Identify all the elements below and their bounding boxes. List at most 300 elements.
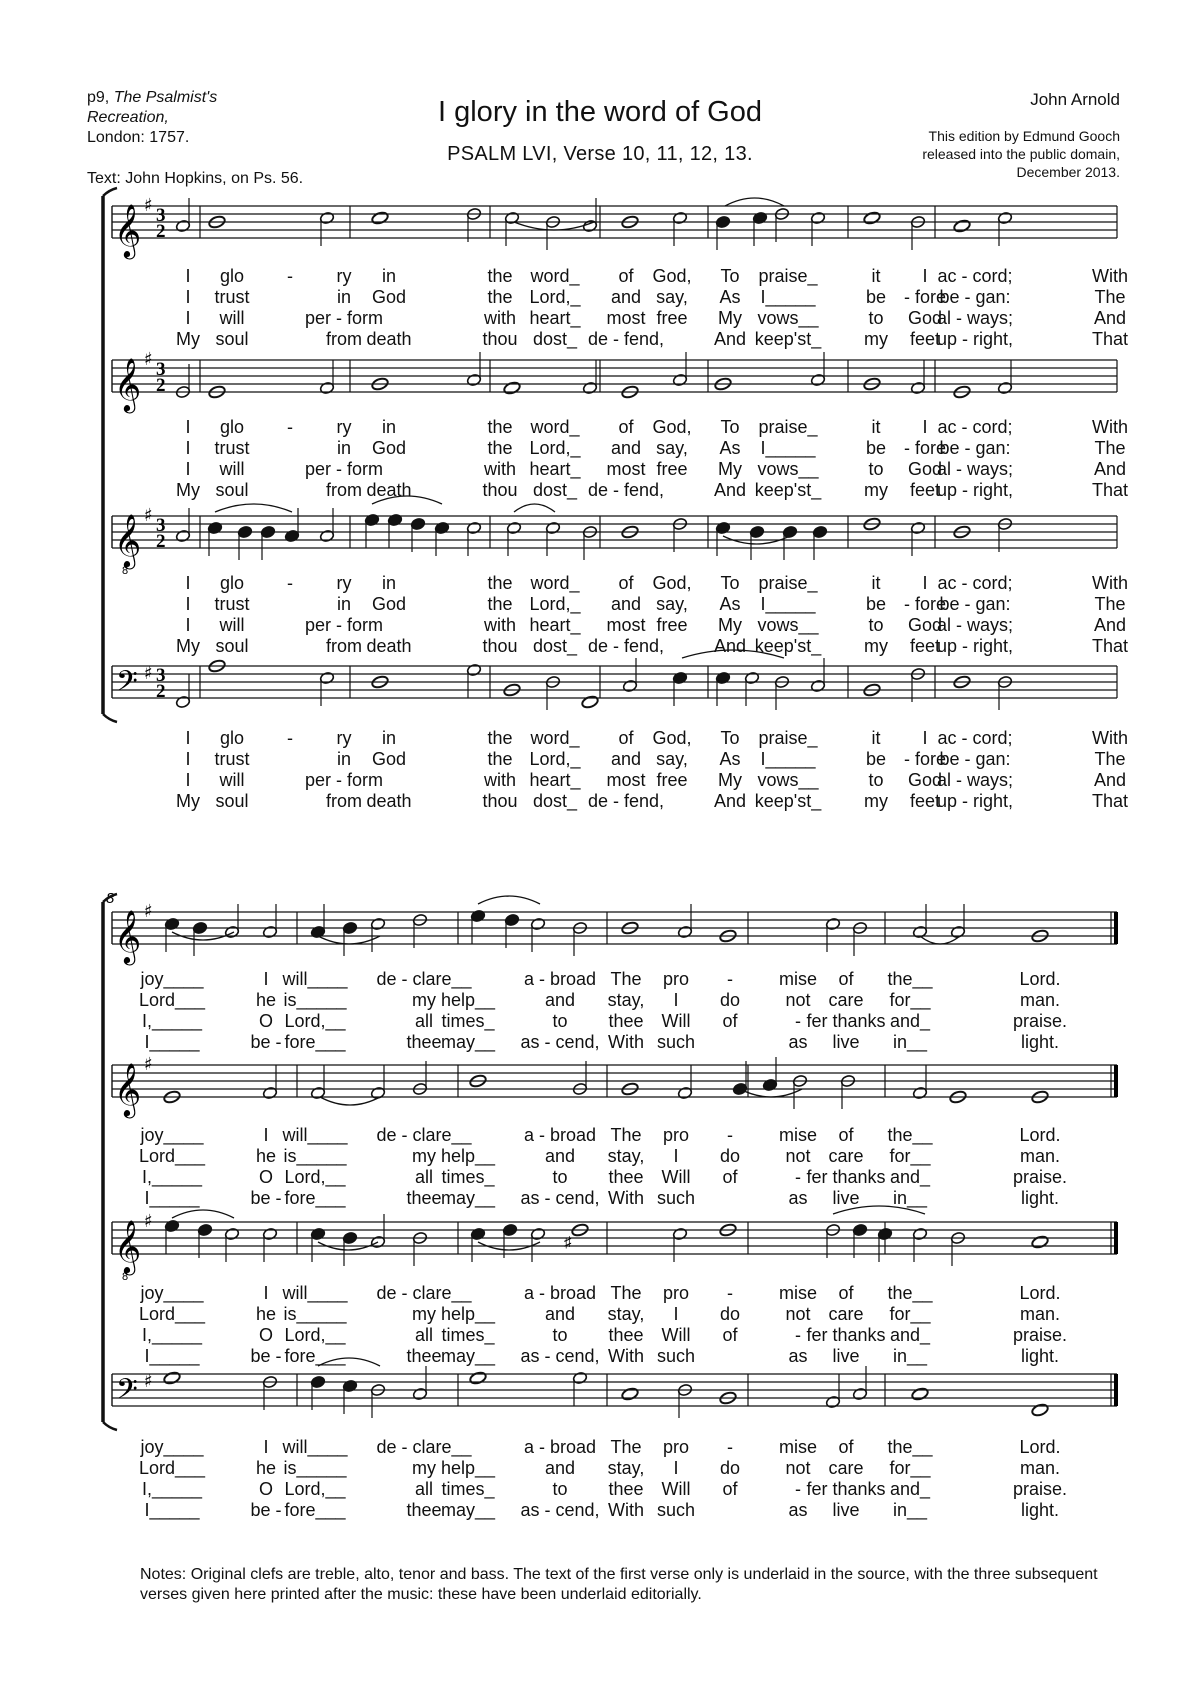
sys1-lyric-syllable: And	[1093, 615, 1127, 635]
sys1-lyric-syllable: most	[606, 459, 646, 479]
sys2-lyric-syllable: -	[795, 1325, 801, 1345]
sys1-lyric-syllable: My	[176, 791, 200, 811]
sys1-lyric-syllable: I	[922, 728, 928, 748]
sys1-lyric-syllable: trust	[214, 594, 250, 614]
sys2-lyric-syllable: of	[722, 1325, 738, 1345]
sys1-lyric-syllable: glo	[219, 728, 245, 748]
sys1-lyric-syllable: feet	[909, 791, 941, 811]
sys2-lyric-syllable: I	[673, 1458, 679, 1478]
sys1-lyric-syllable: thou	[482, 636, 518, 656]
sys2-lyric-syllable: mise	[778, 1125, 818, 1145]
sys1-lyric-syllable: glo	[219, 266, 245, 286]
sys1-lyric-syllable: God	[371, 438, 407, 458]
sys1-lyric-syllable: be	[865, 749, 887, 769]
key-sharp-icon: ♯	[144, 505, 153, 526]
time-signature-num: 3	[156, 515, 166, 536]
sys1-lyric-syllable: vows__	[757, 459, 819, 479]
sys2-lyric-syllable: Will	[661, 1011, 691, 1031]
sys2-lyric-syllable: the__	[887, 1125, 933, 1145]
sys2-lyric-syllable: mise	[778, 1437, 818, 1457]
sys2-lyric-syllable: O	[258, 1325, 274, 1345]
notehead	[163, 1371, 181, 1385]
sys2-lyric-syllable: praise.	[1012, 1325, 1068, 1345]
sys2-lyric-syllable: as - cend,	[520, 1032, 600, 1052]
treble-clef-icon: 𝄞	[114, 1219, 142, 1273]
sys1-lyric-syllable: vows__	[757, 770, 819, 790]
sys1-lyric-syllable: word_	[530, 417, 580, 437]
sys2-lyric-syllable: as	[788, 1188, 808, 1208]
sys2-lyric-syllable: thee	[406, 1032, 442, 1052]
sys1-lyric-syllable: word_	[530, 266, 580, 286]
sys1-lyric-syllable: up - right,	[936, 329, 1014, 349]
sys1-lyric-syllable: and	[610, 438, 642, 458]
sys2-lyric-syllable: man.	[1019, 990, 1061, 1010]
treble-clef-icon: 𝄞	[114, 357, 142, 411]
sys2-lyric-syllable: he	[255, 1146, 277, 1166]
sys1-lyric-syllable: thou	[482, 329, 518, 349]
sys2-lyric-syllable: as - cend,	[520, 1500, 600, 1520]
final-barline	[1114, 912, 1118, 944]
sys1-lyric-syllable: it	[871, 728, 881, 748]
sys1-lyric-syllable: to	[868, 770, 884, 790]
sys2-lyric-syllable: fer thanks	[806, 1011, 886, 1031]
sys2-lyric-syllable: I	[673, 1304, 679, 1324]
sys2-lyric-syllable: thee	[608, 1325, 644, 1345]
time-signature-num: 3	[156, 665, 166, 686]
sys1-lyric-syllable: God	[907, 459, 943, 479]
sys1-lyric-syllable: With	[1092, 417, 1128, 437]
sys1-lyric-syllable: say,	[656, 749, 688, 769]
sys2-lyric-syllable: Lord,__	[284, 1011, 346, 1031]
sys2-lyric-syllable: fer thanks	[806, 1479, 886, 1499]
sys1-lyric-syllable: feet	[909, 480, 941, 500]
sys1-lyric-syllable: de - fend,	[587, 480, 665, 500]
sys1-lyric-syllable: The	[1094, 749, 1126, 769]
sys2-lyric-syllable: may__	[440, 1346, 496, 1366]
sys2-lyric-syllable: as	[788, 1500, 808, 1520]
sys1-lyric-syllable: in	[336, 438, 352, 458]
sys1-lyric-syllable: With	[1092, 728, 1128, 748]
sys1-lyric-syllable: keep'st_	[754, 480, 822, 500]
sys2-lyric-syllable: he	[255, 1304, 277, 1324]
sys1-lyric-syllable: ry	[336, 573, 352, 593]
sys2-lyric-syllable: light.	[1020, 1500, 1060, 1520]
sys1-lyric-syllable: I	[922, 417, 928, 437]
sys1-lyric-syllable: in	[336, 594, 352, 614]
sys2-lyric-syllable: man.	[1019, 1146, 1061, 1166]
sys2-lyric-syllable: praise.	[1012, 1479, 1068, 1499]
notehead	[371, 211, 389, 225]
sys1-lyric-syllable: God	[371, 287, 407, 307]
sys1-lyric-syllable: up - right,	[936, 636, 1014, 656]
sys1-lyric-syllable: with	[483, 770, 517, 790]
sys2-lyric-syllable: my	[412, 1146, 436, 1166]
sys2-lyric-syllable: light.	[1020, 1188, 1060, 1208]
sys1-lyric-syllable: ac - cord;	[937, 573, 1013, 593]
sys2-lyric-syllable: for__	[889, 1458, 931, 1478]
page-title: I glory in the word of God	[438, 96, 762, 128]
sys2-lyric-syllable: and	[544, 1304, 576, 1324]
sys1-lyric-syllable: up - right,	[936, 480, 1014, 500]
sys1-lyric-syllable: de - fend,	[587, 791, 665, 811]
notehead	[1031, 1403, 1049, 1417]
sys2-lyric-syllable: Lord___	[138, 1458, 206, 1478]
sys1-lyric-syllable: And	[713, 791, 747, 811]
sys2-lyric-syllable: not	[785, 1304, 811, 1324]
sys1-lyric-syllable: God	[371, 749, 407, 769]
sys1-lyric-syllable: the	[487, 266, 513, 286]
text-source: Text: John Hopkins, on Ps. 56.	[87, 170, 304, 187]
sys2-lyric-syllable: care	[828, 1458, 864, 1478]
sys1-lyric-syllable: With	[1092, 266, 1128, 286]
sys2-lyric-syllable: to	[552, 1325, 568, 1345]
sys1-lyric-syllable: With	[1092, 573, 1128, 593]
bass-clef-icon: 𝄢	[116, 665, 138, 705]
key-sharp-icon: ♯	[144, 1371, 153, 1392]
sys2-lyric-syllable: thee	[406, 1188, 442, 1208]
sys1-lyric-syllable: feet	[909, 329, 941, 349]
sys2-lyric-syllable: of	[722, 1167, 738, 1187]
sys1-lyric-syllable: the	[487, 728, 513, 748]
slur	[725, 198, 784, 206]
sys1-lyric-syllable: of	[618, 417, 634, 437]
sys2-lyric-syllable: help__	[440, 990, 496, 1010]
sys1-lyric-syllable: Lord,_	[529, 438, 581, 458]
sys1-lyric-syllable: I	[185, 728, 191, 748]
sys2-lyric-syllable: be -	[250, 1346, 282, 1366]
sys1-lyric-syllable: heart_	[529, 459, 581, 479]
sys1-lyric-syllable: in	[381, 417, 397, 437]
slur	[478, 896, 540, 904]
sys1-lyric-syllable: in	[381, 573, 397, 593]
sharp-accidental-icon: ♯	[564, 1234, 572, 1251]
sys2-lyric-syllable: all	[414, 1011, 434, 1031]
sys2-lyric-syllable: thee	[608, 1011, 644, 1031]
sys2-lyric-syllable: thee	[406, 1500, 442, 1520]
sys1-lyric-syllable: I	[185, 308, 191, 328]
sys1-lyric-syllable: be	[865, 438, 887, 458]
time-signature-den: 2	[156, 375, 166, 396]
slur	[172, 1210, 234, 1218]
sys2-lyric-syllable: and_	[889, 1325, 931, 1345]
sys1-lyric-syllable: heart_	[529, 770, 581, 790]
sys2-lyric-syllable: and	[544, 1458, 576, 1478]
composer: John Arnold	[1030, 90, 1120, 109]
sys1-lyric-syllable: it	[871, 266, 881, 286]
sys2-lyric-syllable: in__	[892, 1032, 928, 1052]
sys1-lyric-syllable: -	[287, 728, 293, 748]
sys2-lyric-syllable: help__	[440, 1146, 496, 1166]
notehead	[911, 1387, 929, 1401]
sys2-lyric-syllable: mise	[778, 1283, 818, 1303]
sys2-lyric-syllable: such	[656, 1032, 696, 1052]
sys2-lyric-syllable: live	[832, 1500, 860, 1520]
sys1-lyric-syllable: from	[326, 329, 362, 349]
sys1-lyric-syllable: al - ways;	[936, 770, 1014, 790]
sys2-lyric-syllable: he	[255, 1458, 277, 1478]
sys1-lyric-syllable: ac - cord;	[937, 728, 1013, 748]
sys2-lyric-syllable: de - clare__	[376, 1125, 472, 1145]
sys1-lyric-syllable: trust	[214, 287, 250, 307]
sys2-lyric-syllable: The	[610, 1125, 642, 1145]
treble-clef-icon: 𝄞	[114, 909, 142, 963]
sys2-lyric-syllable: I	[263, 969, 269, 989]
time-signature-den: 2	[156, 531, 166, 552]
sys2-lyric-syllable: pro	[662, 1125, 690, 1145]
sys2-lyric-syllable: of	[722, 1479, 738, 1499]
sys1-lyric-syllable: say,	[656, 438, 688, 458]
sys2-lyric-syllable: pro	[662, 1283, 690, 1303]
sys2-lyric-syllable: Lord.	[1019, 1125, 1061, 1145]
sys1-lyric-syllable: My	[176, 329, 200, 349]
editorial-notes: Notes: Original clefs are treble, alto, tenor and bass. The text of the first verse only is underlaid in the source, with the three subsequent verses given here printed after the music: these have been underlaid editorially.	[140, 1566, 1098, 1603]
bracket-cap	[103, 1422, 117, 1430]
sys2-lyric-syllable: Lord,__	[284, 1479, 346, 1499]
sys1-lyric-syllable: vows__	[757, 615, 819, 635]
sys2-lyric-syllable: thee	[406, 1346, 442, 1366]
bracket-cap	[103, 714, 117, 722]
sys2-lyric-syllable: the__	[887, 969, 933, 989]
sys1-lyric-syllable: be	[865, 594, 887, 614]
sys2-lyric-syllable: stay,	[607, 1458, 645, 1478]
sys2-lyric-syllable: to	[552, 1167, 568, 1187]
sys2-lyric-syllable: a - broad	[523, 969, 597, 989]
sys2-lyric-syllable: of	[838, 969, 854, 989]
sys1-lyric-syllable: free	[656, 770, 688, 790]
sys1-lyric-syllable: Lord,_	[529, 749, 581, 769]
sys1-lyric-syllable: thou	[482, 791, 518, 811]
sys1-lyric-syllable: dost_	[532, 329, 578, 349]
sys2-lyric-syllable: Will	[661, 1167, 691, 1187]
notehead	[953, 219, 971, 233]
sys1-lyric-syllable: in	[381, 728, 397, 748]
sys1-lyric-syllable: keep'st_	[754, 791, 822, 811]
sys1-lyric-syllable: say,	[656, 594, 688, 614]
sys1-lyric-syllable: And	[713, 636, 747, 656]
sys2-lyric-syllable: fore___	[284, 1188, 346, 1208]
sys2-lyric-syllable: is_____	[283, 990, 347, 1010]
sys2-lyric-syllable: light.	[1020, 1346, 1060, 1366]
sys2-lyric-syllable: of	[838, 1283, 854, 1303]
sys2-lyric-syllable: live	[832, 1032, 860, 1052]
sys2-lyric-syllable: fore___	[284, 1500, 346, 1520]
sys2-lyric-syllable: fer thanks	[806, 1167, 886, 1187]
final-barline	[1114, 1065, 1118, 1097]
notehead	[581, 695, 599, 709]
sys2-lyric-syllable: of	[722, 1011, 738, 1031]
sys2-lyric-syllable: I	[263, 1437, 269, 1457]
sys2-lyric-syllable: all	[414, 1479, 434, 1499]
sys1-lyric-syllable: and	[610, 287, 642, 307]
time-signature-num: 3	[156, 359, 166, 380]
sys1-lyric-syllable: To	[720, 728, 740, 748]
sys2-lyric-syllable: will____	[282, 969, 348, 989]
sys1-lyric-syllable: trust	[214, 749, 250, 769]
sys1-lyric-syllable: The	[1094, 438, 1126, 458]
sys2-lyric-syllable: care	[828, 990, 864, 1010]
sys2-lyric-syllable: to	[552, 1011, 568, 1031]
sys1-lyric-syllable: dost_	[532, 791, 578, 811]
sys2-lyric-syllable: joy____	[140, 1125, 204, 1145]
source-citation: p9, The Psalmist's Recreation, London: 1757.	[87, 89, 218, 146]
sys1-lyric-syllable: I	[185, 438, 191, 458]
sys1-lyric-syllable: per - form	[304, 770, 384, 790]
sys2-lyric-syllable: I,_____	[141, 1325, 203, 1345]
sys1-lyric-syllable: I	[185, 594, 191, 614]
sys1-lyric-syllable: soul	[215, 329, 249, 349]
final-barline	[1114, 1374, 1118, 1406]
sys1-lyric-syllable: with	[483, 459, 517, 479]
sys1-lyric-syllable: - fore	[903, 594, 947, 614]
sys1-lyric-syllable: in	[336, 287, 352, 307]
sys1-lyric-syllable: I_____	[760, 438, 816, 458]
key-sharp-icon: ♯	[144, 195, 153, 216]
sys2-lyric-syllable: and	[544, 1146, 576, 1166]
sys1-lyric-syllable: My	[718, 770, 742, 790]
sys2-lyric-syllable: Lord.	[1019, 1437, 1061, 1457]
sys1-lyric-syllable: And	[713, 329, 747, 349]
sys2-lyric-syllable: of	[838, 1125, 854, 1145]
treble-clef-icon: 𝄞	[114, 1062, 142, 1116]
sys1-lyric-syllable: God	[371, 594, 407, 614]
sys1-lyric-syllable: of	[618, 728, 634, 748]
sys1-lyric-syllable: I	[922, 266, 928, 286]
sys2-lyric-syllable: for__	[889, 990, 931, 1010]
sys1-lyric-syllable: praise_	[758, 266, 818, 286]
sys2-lyric-syllable: for__	[889, 1304, 931, 1324]
sys1-lyric-syllable: I	[185, 417, 191, 437]
sys2-lyric-syllable: praise.	[1012, 1011, 1068, 1031]
sys1-lyric-syllable: my	[864, 329, 888, 349]
sys2-lyric-syllable: The	[610, 969, 642, 989]
sys2-lyric-syllable: fer thanks	[806, 1325, 886, 1345]
sys2-lyric-syllable: man.	[1019, 1304, 1061, 1324]
notehead	[1031, 1235, 1049, 1249]
sys2-lyric-syllable: O	[258, 1011, 274, 1031]
sys2-lyric-syllable: do	[719, 1146, 741, 1166]
sys1-lyric-syllable: I	[185, 615, 191, 635]
sys1-lyric-syllable: I_____	[760, 749, 816, 769]
sys2-lyric-syllable: de - clare__	[376, 1437, 472, 1457]
sys2-lyric-syllable: thee	[608, 1479, 644, 1499]
sys1-lyric-syllable: the	[487, 594, 513, 614]
sys1-lyric-syllable: God	[907, 615, 943, 635]
sys1-lyric-syllable: To	[720, 573, 740, 593]
sys1-lyric-syllable: the	[487, 417, 513, 437]
page-subtitle: PSALM LVI, Verse 10, 11, 12, 13.	[447, 143, 753, 165]
sys1-lyric-syllable: will	[219, 615, 245, 635]
sys1-lyric-syllable: My	[176, 636, 200, 656]
sys2-lyric-syllable: O	[258, 1479, 274, 1499]
sys1-lyric-syllable: my	[864, 791, 888, 811]
sys1-lyric-syllable: al - ways;	[936, 615, 1014, 635]
sys1-lyric-syllable: my	[864, 480, 888, 500]
sys1-lyric-syllable: heart_	[529, 308, 581, 328]
sys1-lyric-syllable: free	[656, 459, 688, 479]
sys1-lyric-syllable: I_____	[760, 287, 816, 307]
notehead	[863, 211, 881, 225]
sys1-lyric-syllable: And	[1093, 308, 1127, 328]
sys2-lyric-syllable: I,_____	[141, 1479, 203, 1499]
sys1-lyric-syllable: The	[1094, 287, 1126, 307]
sys1-lyric-syllable: My	[718, 615, 742, 635]
sys1-lyric-syllable: God,	[652, 266, 692, 286]
sys2-lyric-syllable: be -	[250, 1500, 282, 1520]
sys1-lyric-syllable: be - gan:	[939, 438, 1011, 458]
sys1-lyric-syllable: Lord,_	[529, 594, 581, 614]
sys2-lyric-syllable: and_	[889, 1479, 931, 1499]
sys1-lyric-syllable: praise_	[758, 728, 818, 748]
sys2-lyric-syllable: care	[828, 1146, 864, 1166]
sys2-lyric-syllable: I,_____	[141, 1167, 203, 1187]
sys2-lyric-syllable: I_____	[144, 1500, 200, 1520]
key-sharp-icon: ♯	[144, 349, 153, 370]
sys1-lyric-syllable: To	[720, 417, 740, 437]
sys1-lyric-syllable: will	[219, 459, 245, 479]
sys2-lyric-syllable: joy____	[140, 969, 204, 989]
sys2-lyric-syllable: stay,	[607, 1304, 645, 1324]
sys2-lyric-syllable: I,_____	[141, 1011, 203, 1031]
sys2-lyric-syllable: With	[608, 1500, 644, 1520]
sys2-lyric-syllable: and_	[889, 1011, 931, 1031]
sys1-lyric-syllable: ac - cord;	[937, 417, 1013, 437]
final-barline	[1114, 1222, 1118, 1254]
sys1-lyric-syllable: My	[176, 480, 200, 500]
sys2-lyric-syllable: I	[673, 990, 679, 1010]
sys2-lyric-syllable: praise.	[1012, 1167, 1068, 1187]
sys2-lyric-syllable: With	[608, 1346, 644, 1366]
sys1-lyric-syllable: to	[868, 459, 884, 479]
sys1-lyric-syllable: word_	[530, 573, 580, 593]
slur	[318, 936, 380, 944]
sys2-lyric-syllable: Lord___	[138, 1146, 206, 1166]
sys2-lyric-syllable: will____	[282, 1283, 348, 1303]
sys2-lyric-syllable: he	[255, 990, 277, 1010]
sys1-lyric-syllable: death	[366, 636, 412, 656]
sys2-lyric-syllable: I	[673, 1146, 679, 1166]
sys1-lyric-syllable: And	[713, 480, 747, 500]
sys1-lyric-syllable: Lord,_	[529, 287, 581, 307]
sys1-lyric-syllable: be - gan:	[939, 749, 1011, 769]
sys2-lyric-syllable: my	[412, 1304, 436, 1324]
sys1-lyric-syllable: up - right,	[936, 791, 1014, 811]
sys1-lyric-syllable: word_	[530, 728, 580, 748]
sys2-lyric-syllable: the__	[887, 1437, 933, 1457]
sys2-lyric-syllable: may__	[440, 1188, 496, 1208]
sys1-lyric-syllable: per - form	[304, 459, 384, 479]
sys2-lyric-syllable: will____	[282, 1125, 348, 1145]
sys2-lyric-syllable: man.	[1019, 1458, 1061, 1478]
sys2-lyric-syllable: may__	[440, 1500, 496, 1520]
sys1-lyric-syllable: I	[922, 573, 928, 593]
sys2-lyric-syllable: I_____	[144, 1346, 200, 1366]
time-signature-den: 2	[156, 681, 166, 702]
sys1-lyric-syllable: with	[483, 308, 517, 328]
sys2-lyric-syllable: pro	[662, 1437, 690, 1457]
sys1-lyric-syllable: dost_	[532, 636, 578, 656]
measure-number: 8	[106, 890, 115, 907]
sys1-lyric-syllable: it	[871, 573, 881, 593]
sys1-lyric-syllable: heart_	[529, 615, 581, 635]
sys2-lyric-syllable: With	[608, 1188, 644, 1208]
sys2-lyric-syllable: help__	[440, 1458, 496, 1478]
sys2-lyric-syllable: fore___	[284, 1032, 346, 1052]
sys1-lyric-syllable: God,	[652, 417, 692, 437]
slur	[215, 504, 292, 512]
sys2-lyric-syllable: stay,	[607, 990, 645, 1010]
sys1-lyric-syllable: of	[618, 573, 634, 593]
sys1-lyric-syllable: soul	[215, 636, 249, 656]
